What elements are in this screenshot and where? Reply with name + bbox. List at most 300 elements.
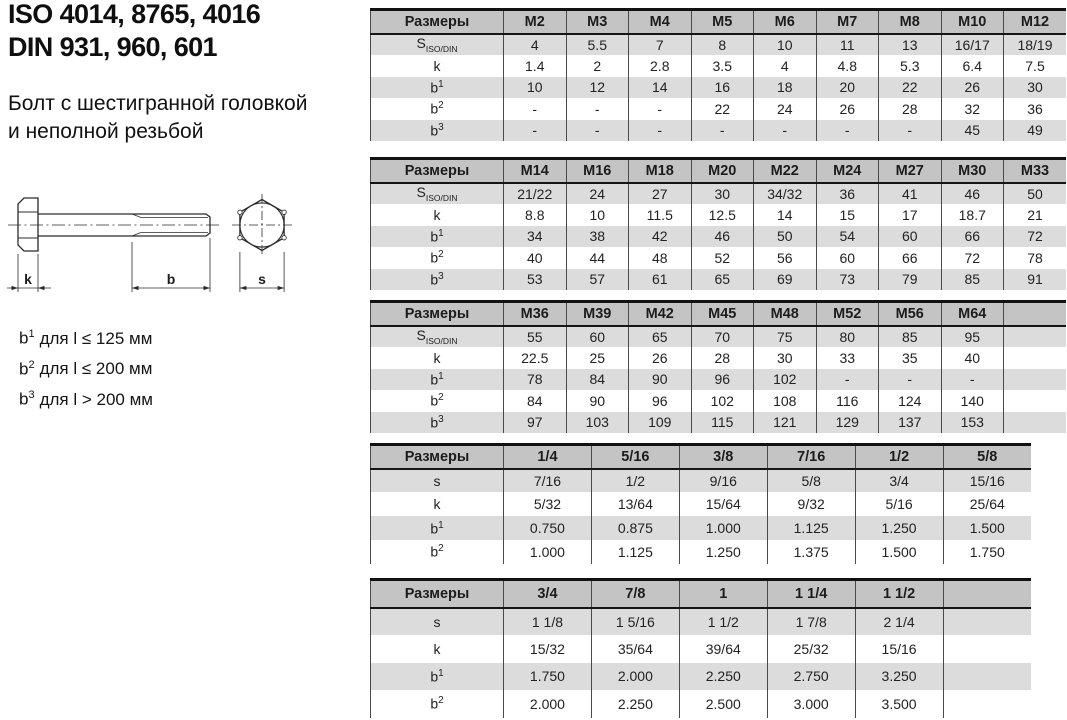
table-row xyxy=(371,369,1067,391)
value-cell: 2.000 xyxy=(591,663,679,691)
value-cell: 84 xyxy=(504,390,567,412)
value-cell: 44 xyxy=(566,247,629,269)
table-corner-label: Размеры xyxy=(371,445,504,469)
size-column-header: 3/4 xyxy=(504,580,592,608)
size-column-header: M16 xyxy=(566,159,629,183)
table-row xyxy=(371,247,1067,269)
thread-length-note: $b^1$ для l ≤ 125 мм xyxy=(19,328,153,348)
value-cell: 9/16 xyxy=(679,469,767,493)
value-cell: 60 xyxy=(879,226,942,248)
value-cell: 5.3 xyxy=(879,55,942,77)
hex-chamfer-mark xyxy=(282,210,286,214)
value-cell: 73 xyxy=(816,269,879,291)
value-cell: 103 xyxy=(566,412,629,434)
value-cell: 12 xyxy=(566,77,629,99)
value-cell: 30 xyxy=(754,347,817,369)
value-cell: 66 xyxy=(941,226,1004,248)
table-row xyxy=(371,120,1067,142)
value-cell: 38 xyxy=(566,226,629,248)
title-din: DIN 931, 960, 601 xyxy=(8,32,217,62)
value-cell: 1 5/16 xyxy=(591,608,679,636)
value-cell: 115 xyxy=(691,412,754,434)
size-column-header: M52 xyxy=(816,302,879,326)
value-cell: - xyxy=(816,369,879,391)
table-corner-label: Размеры xyxy=(371,10,504,34)
value-cell: - xyxy=(879,369,942,391)
value-cell: - xyxy=(504,98,567,120)
table-row xyxy=(371,347,1067,369)
size-column-header: M3 xyxy=(566,10,629,34)
value-cell: 3.5 xyxy=(691,55,754,77)
value-cell: 26 xyxy=(816,98,879,120)
table-row xyxy=(371,55,1067,77)
value-cell: 3.500 xyxy=(855,690,943,718)
row-label: $b^1$ xyxy=(371,369,504,391)
value-cell: 90 xyxy=(629,369,692,391)
value-cell: 69 xyxy=(754,269,817,291)
value-cell: 25/32 xyxy=(767,635,855,663)
value-cell: 129 xyxy=(816,412,879,434)
value-cell: 16/17 xyxy=(941,34,1004,56)
size-column-header: 1 xyxy=(679,580,767,608)
table-row xyxy=(371,204,1067,226)
value-cell xyxy=(943,663,1031,691)
value-cell: 10 xyxy=(566,204,629,226)
row-label: $S_{ISO/DIN}$ xyxy=(371,34,504,56)
value-cell: 91 xyxy=(1004,269,1067,291)
value-cell: 42 xyxy=(629,226,692,248)
value-cell: 22.5 xyxy=(504,347,567,369)
value-cell: 53 xyxy=(504,269,567,291)
value-cell: 55 xyxy=(504,326,567,348)
size-column-header: M64 xyxy=(941,302,1004,326)
value-cell: 1.500 xyxy=(943,516,1031,540)
value-cell: 1 1/8 xyxy=(504,608,592,636)
size-column-header: 1 1/4 xyxy=(767,580,855,608)
dimension-table xyxy=(370,578,1031,718)
value-cell: 28 xyxy=(879,98,942,120)
row-label: $b^3$ xyxy=(371,412,504,434)
value-cell: 84 xyxy=(566,369,629,391)
table-metric-m14-m33 xyxy=(370,157,1066,290)
dim-label-k: k xyxy=(24,271,32,287)
row-label: $b^2$ xyxy=(430,543,444,561)
size-column-header: 1 1/2 xyxy=(855,580,943,608)
value-cell: 24 xyxy=(566,183,629,205)
size-column-header: M2 xyxy=(504,10,567,34)
value-cell: 97 xyxy=(504,412,567,434)
size-column-header: 7/16 xyxy=(767,445,855,469)
row-label: k xyxy=(433,496,441,513)
value-cell: 153 xyxy=(941,412,1004,434)
value-cell xyxy=(1004,369,1067,391)
value-cell xyxy=(943,608,1031,636)
value-cell: 30 xyxy=(691,183,754,205)
size-column-header: M12 xyxy=(1004,10,1067,34)
value-cell: 79 xyxy=(879,269,942,291)
value-cell: 39/64 xyxy=(679,635,767,663)
table-header-row xyxy=(371,159,1067,183)
value-cell: 49 xyxy=(1004,120,1067,142)
row-label: k xyxy=(433,349,441,366)
size-column-header xyxy=(1004,302,1067,326)
size-column-header: 1/4 xyxy=(504,445,592,469)
row-label: k xyxy=(433,57,441,74)
dim-label-s: s xyxy=(258,271,266,287)
size-column-header: M8 xyxy=(879,10,942,34)
table-row xyxy=(371,690,1032,718)
value-cell: 1.250 xyxy=(855,516,943,540)
value-cell: 2 xyxy=(566,55,629,77)
row-label: s xyxy=(371,608,504,636)
value-cell: 96 xyxy=(629,390,692,412)
value-cell: 5/32 xyxy=(504,492,592,516)
value-cell: 16 xyxy=(691,77,754,99)
value-cell: 70 xyxy=(691,326,754,348)
value-cell: 21/22 xyxy=(504,183,567,205)
value-cell: 2.250 xyxy=(591,690,679,718)
table-corner-label: Размеры xyxy=(371,302,504,326)
size-column-header: M42 xyxy=(629,302,692,326)
value-cell: 28 xyxy=(691,347,754,369)
value-cell: 60 xyxy=(816,247,879,269)
value-cell: 30 xyxy=(1004,77,1067,99)
description-line-2: и неполной резьбой xyxy=(8,120,204,143)
row-label: $b^2$ xyxy=(430,249,444,267)
value-cell: 33 xyxy=(816,347,879,369)
table-row xyxy=(371,540,1032,564)
size-column-header: 3/8 xyxy=(679,445,767,469)
value-cell xyxy=(1004,412,1067,434)
value-cell: 78 xyxy=(1004,247,1067,269)
value-cell: 60 xyxy=(566,326,629,348)
value-cell: 22 xyxy=(691,98,754,120)
value-cell: 0.875 xyxy=(591,516,679,540)
value-cell: 15/16 xyxy=(855,635,943,663)
value-cell: 40 xyxy=(941,347,1004,369)
value-cell: 45 xyxy=(941,120,1004,142)
value-cell: 95 xyxy=(941,326,1004,348)
value-cell: 7/16 xyxy=(504,469,592,493)
value-cell: - xyxy=(566,98,629,120)
value-cell: 1.750 xyxy=(504,663,592,691)
value-cell: 4 xyxy=(754,55,817,77)
value-cell: 15/16 xyxy=(943,469,1031,493)
value-cell: 14 xyxy=(754,204,817,226)
value-cell: 1.000 xyxy=(679,516,767,540)
table-row xyxy=(371,635,1032,663)
thread-length-note: $b^3$ для l > 200 мм xyxy=(19,389,153,409)
value-cell: 121 xyxy=(754,412,817,434)
row-label: $b^2$ xyxy=(430,100,444,118)
value-cell: 0.750 xyxy=(504,516,592,540)
value-cell: 40 xyxy=(504,247,567,269)
table-row xyxy=(371,390,1067,412)
value-cell: 1.4 xyxy=(504,55,567,77)
size-column-header: M24 xyxy=(816,159,879,183)
dimension-table xyxy=(370,157,1066,290)
table-row xyxy=(371,326,1067,348)
value-cell: 102 xyxy=(691,390,754,412)
row-label: $b^1$ xyxy=(371,77,504,99)
size-column-header: M5 xyxy=(691,10,754,34)
value-cell: 56 xyxy=(754,247,817,269)
size-column-header: M22 xyxy=(754,159,817,183)
value-cell: 3/4 xyxy=(855,469,943,493)
b-arrow-left xyxy=(132,286,139,290)
value-cell: 75 xyxy=(754,326,817,348)
value-cell: 66 xyxy=(879,247,942,269)
table-inch-small xyxy=(370,443,1031,564)
value-cell: 61 xyxy=(629,269,692,291)
value-cell: 18 xyxy=(754,77,817,99)
value-cell: 102 xyxy=(754,369,817,391)
value-cell xyxy=(1004,347,1067,369)
value-cell: 65 xyxy=(629,326,692,348)
value-cell: 25/64 xyxy=(943,492,1031,516)
value-cell xyxy=(1004,326,1067,348)
value-cell xyxy=(943,690,1031,718)
size-column-header: M18 xyxy=(629,159,692,183)
k-arrow-left xyxy=(12,286,19,290)
value-cell xyxy=(1004,390,1067,412)
value-cell: 2.8 xyxy=(629,55,692,77)
table-metric-m2-m12 xyxy=(370,8,1066,141)
row-label: $b^3$ xyxy=(371,120,504,142)
size-column-header: M20 xyxy=(691,159,754,183)
k-arrow-right xyxy=(38,286,45,290)
row-label: $b^2$ xyxy=(430,695,444,713)
value-cell: 48 xyxy=(629,247,692,269)
value-cell: 7.5 xyxy=(1004,55,1067,77)
value-cell: 1/2 xyxy=(591,469,679,493)
value-cell: - xyxy=(941,369,1004,391)
value-cell: 3.250 xyxy=(855,663,943,691)
row-label: $b^1$ xyxy=(371,226,504,248)
value-cell: - xyxy=(691,120,754,142)
row-label: k xyxy=(433,640,441,657)
value-cell: 41 xyxy=(879,183,942,205)
table-row xyxy=(371,412,1067,434)
value-cell: 18/19 xyxy=(1004,34,1067,56)
bolt-technical-drawing xyxy=(5,188,335,303)
table-header-row xyxy=(371,580,1032,608)
value-cell: 27 xyxy=(629,183,692,205)
table-header-row xyxy=(371,10,1067,34)
value-cell xyxy=(943,635,1031,663)
value-cell: 80 xyxy=(816,326,879,348)
value-cell: 36 xyxy=(816,183,879,205)
value-cell: 18.7 xyxy=(941,204,1004,226)
row-label: $b^1$ xyxy=(371,663,504,691)
size-column-header: M4 xyxy=(629,10,692,34)
value-cell: 15/64 xyxy=(679,492,767,516)
size-column-header: M6 xyxy=(754,10,817,34)
title-iso: ISO 4014, 8765, 4016 xyxy=(8,0,261,29)
value-cell: 72 xyxy=(1004,226,1067,248)
value-cell: 85 xyxy=(879,326,942,348)
value-cell: 24 xyxy=(754,98,817,120)
table-row xyxy=(371,492,1032,516)
table-row xyxy=(371,663,1032,691)
value-cell: 32 xyxy=(941,98,1004,120)
size-column-header: 5/16 xyxy=(591,445,679,469)
size-column-header: M45 xyxy=(691,302,754,326)
value-cell: 4 xyxy=(504,34,567,56)
value-cell: 13 xyxy=(879,34,942,56)
table-header-row xyxy=(371,302,1067,326)
value-cell: 21 xyxy=(1004,204,1067,226)
size-column-header: M36 xyxy=(504,302,567,326)
value-cell: 1.000 xyxy=(504,540,592,564)
dimension-table xyxy=(370,8,1066,141)
value-cell: 57 xyxy=(566,269,629,291)
value-cell: 1.375 xyxy=(767,540,855,564)
table-corner-label: Размеры xyxy=(371,580,504,608)
value-cell: 108 xyxy=(754,390,817,412)
value-cell: 54 xyxy=(816,226,879,248)
row-label: k xyxy=(433,206,441,223)
size-column-header: M27 xyxy=(879,159,942,183)
value-cell: 137 xyxy=(879,412,942,434)
value-cell: 12.5 xyxy=(691,204,754,226)
s-arrow-right xyxy=(278,286,285,290)
value-cell: 90 xyxy=(566,390,629,412)
value-cell: 85 xyxy=(941,269,1004,291)
value-cell: 20 xyxy=(816,77,879,99)
value-cell: 5/16 xyxy=(855,492,943,516)
hex-chamfer-mark xyxy=(238,210,242,214)
row-label: $b^1$ xyxy=(371,516,504,540)
value-cell: 2.250 xyxy=(679,663,767,691)
value-cell: 8 xyxy=(691,34,754,56)
size-column-header: M56 xyxy=(879,302,942,326)
value-cell: 1.125 xyxy=(767,516,855,540)
value-cell: 1.500 xyxy=(855,540,943,564)
value-cell: 35/64 xyxy=(591,635,679,663)
value-cell: 5/8 xyxy=(767,469,855,493)
value-cell: 1 7/8 xyxy=(767,608,855,636)
value-cell: 96 xyxy=(691,369,754,391)
value-cell: 1.250 xyxy=(679,540,767,564)
value-cell: 65 xyxy=(691,269,754,291)
s-arrow-left xyxy=(240,286,247,290)
value-cell: 14 xyxy=(629,77,692,99)
size-column-header: M10 xyxy=(941,10,1004,34)
value-cell: 25 xyxy=(566,347,629,369)
table-corner-label: Размеры xyxy=(371,159,504,183)
value-cell: - xyxy=(629,120,692,142)
table-row xyxy=(371,226,1067,248)
value-cell: 50 xyxy=(754,226,817,248)
table-header-row xyxy=(371,445,1032,469)
value-cell: 1 1/2 xyxy=(679,608,767,636)
table-row xyxy=(371,77,1067,99)
size-column-header xyxy=(943,580,1031,608)
table-inch-large xyxy=(370,578,1031,718)
value-cell: - xyxy=(566,120,629,142)
value-cell: 26 xyxy=(941,77,1004,99)
row-label: $S_{ISO/DIN}$ xyxy=(371,183,504,205)
value-cell: 8.8 xyxy=(504,204,567,226)
size-column-header: M33 xyxy=(1004,159,1067,183)
row-label: $S_{ISO/DIN}$ xyxy=(371,326,504,348)
value-cell: 17 xyxy=(879,204,942,226)
value-cell: 34 xyxy=(504,226,567,248)
value-cell: 26 xyxy=(629,347,692,369)
value-cell: 10 xyxy=(754,34,817,56)
row-label: $b^3$ xyxy=(371,269,504,291)
size-column-header: M30 xyxy=(941,159,1004,183)
bolt-head-outline xyxy=(18,198,38,251)
value-cell: 1.750 xyxy=(943,540,1031,564)
standards-title xyxy=(8,0,260,64)
table-row xyxy=(371,183,1067,205)
value-cell: 3.000 xyxy=(767,690,855,718)
size-column-header: M7 xyxy=(816,10,879,34)
value-cell: 36 xyxy=(1004,98,1067,120)
value-cell: 15 xyxy=(816,204,879,226)
value-cell: 2.750 xyxy=(767,663,855,691)
value-cell: 116 xyxy=(816,390,879,412)
value-cell: 78 xyxy=(504,369,567,391)
value-cell: 4.8 xyxy=(816,55,879,77)
row-label: s xyxy=(371,469,504,493)
value-cell: 52 xyxy=(691,247,754,269)
value-cell: 15/32 xyxy=(504,635,592,663)
thread-length-note: $b^2$ для l ≤ 200 мм xyxy=(19,358,153,379)
table-row xyxy=(371,469,1032,493)
hex-chamfer-mark xyxy=(282,236,286,240)
b-arrow-right xyxy=(204,286,211,290)
dimension-table xyxy=(370,300,1066,433)
value-cell: - xyxy=(816,120,879,142)
table-metric-m36-m64 xyxy=(370,300,1066,433)
value-cell: 2.000 xyxy=(504,690,592,718)
value-cell: - xyxy=(504,120,567,142)
table-row xyxy=(371,608,1032,636)
value-cell: 35 xyxy=(879,347,942,369)
table-row xyxy=(371,269,1067,291)
value-cell: 124 xyxy=(879,390,942,412)
value-cell: 46 xyxy=(691,226,754,248)
table-row xyxy=(371,98,1067,120)
value-cell: 5.5 xyxy=(566,34,629,56)
value-cell: 1.125 xyxy=(591,540,679,564)
value-cell: 50 xyxy=(1004,183,1067,205)
value-cell: 46 xyxy=(941,183,1004,205)
value-cell: 10 xyxy=(504,77,567,99)
size-column-header: M39 xyxy=(566,302,629,326)
size-column-header: M14 xyxy=(504,159,567,183)
value-cell: 34/32 xyxy=(754,183,817,205)
value-cell: 140 xyxy=(941,390,1004,412)
value-cell: - xyxy=(879,120,942,142)
table-row xyxy=(371,516,1032,540)
size-column-header: 7/8 xyxy=(591,580,679,608)
value-cell: 2 1/4 xyxy=(855,608,943,636)
value-cell: - xyxy=(629,98,692,120)
value-cell: 9/32 xyxy=(767,492,855,516)
size-column-header: M48 xyxy=(754,302,817,326)
row-label: $b^2$ xyxy=(430,392,444,410)
value-cell: 72 xyxy=(941,247,1004,269)
hex-chamfer-mark xyxy=(238,236,242,240)
size-column-header: 1/2 xyxy=(855,445,943,469)
value-cell: 22 xyxy=(879,77,942,99)
product-description xyxy=(8,90,307,146)
value-cell: 11.5 xyxy=(629,204,692,226)
